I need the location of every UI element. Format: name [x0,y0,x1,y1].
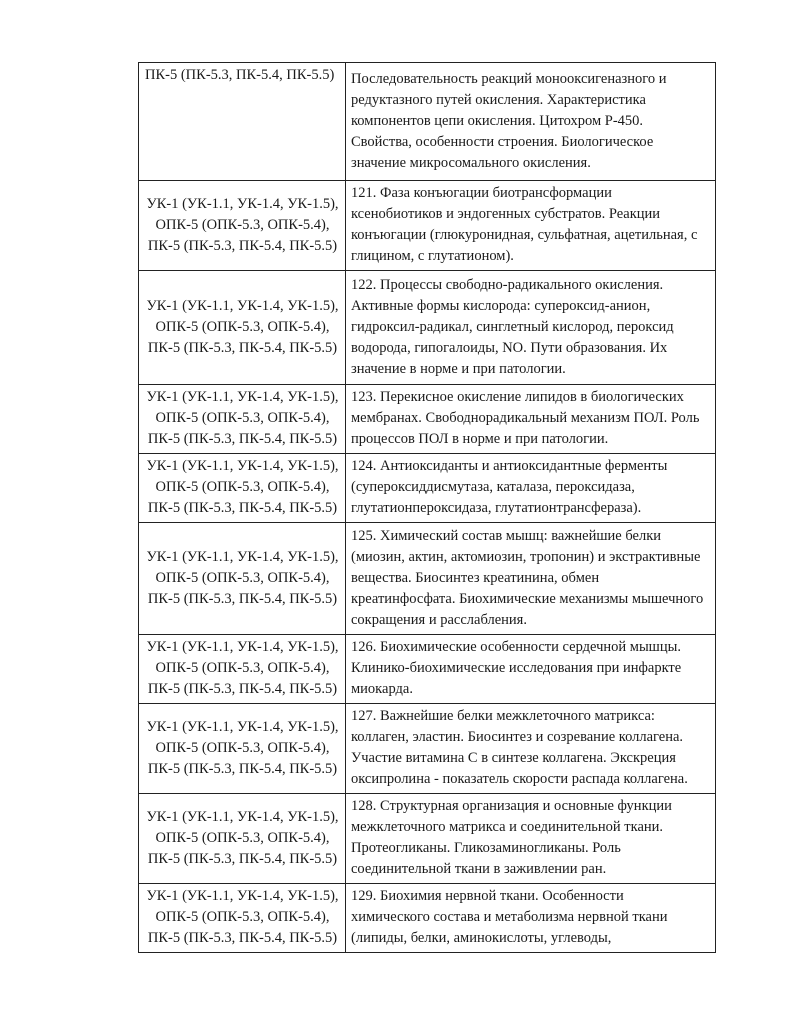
question-text-cell [346,523,716,635]
competency-code: ПК-5 (ПК-5.3, ПК-5.4, ПК-5.5) [147,237,338,254]
competency-code: УК-1 (УК-1.1, УК-1.4, УК-1.5), [146,639,339,655]
question-text: 122. Процессы свободно-радикального окисления. Активные формы кислорода: супероксид-анион, гидроксил-радикал, синглетный кислород, пероксид водорода, гипогалоиды, NO. Пути образования. Их значение в норме и при патологии. [351,276,674,377]
competency-code: ОПК-5 (ОПК-5.3, ОПК-5.4), [155,660,330,676]
competency-table [138,62,716,953]
competency-code: ОПК-5 (ОПК-5.3, ОПК-5.4), [155,569,330,586]
competency-code: ПК-5 (ПК-5.3, ПК-5.4, ПК-5.5) [147,590,338,607]
competency-codes-cell [139,454,346,523]
competency-code: ПК-5 (ПК-5.3, ПК-5.4, ПК-5.5) [147,930,338,946]
competency-code: УК-1 (УК-1.1, УК-1.4, УК-1.5), [146,389,339,405]
competency-codes-cell [139,704,346,794]
competency-codes-cell [139,794,346,884]
competency-code: ПК-5 (ПК-5.3, ПК-5.4, ПК-5.5) [147,431,338,447]
question-text-cell [346,884,716,953]
table-body [139,63,716,953]
competency-code: ОПК-5 (ОПК-5.3, ОПК-5.4), [155,410,330,426]
competency-code: ПК-5 (ПК-5.3, ПК-5.4, ПК-5.5) [145,67,335,83]
question-text: 124. Антиоксиданты и антиоксидантные ферменты (супероксиддисмутаза, каталаза, пероксидаза, глутатионпероксидаза, глутатионтрансфераза). [351,458,668,516]
table-row [139,181,716,271]
competency-code: УК-1 (УК-1.1, УК-1.4, УК-1.5), [146,458,339,474]
question-text: 121. Фаза конъюгации биотрансформации ксенобиотиков и эндогенных субстратов. Реакции конъюгации (глюкуронидная, сульфатная, ацетильная, с глицином, с глутатионом). [351,185,698,264]
competency-code: УК-1 (УК-1.1, УК-1.4, УК-1.5), [146,297,339,314]
question-text-cell [346,385,716,454]
table-row [139,884,716,953]
competency-codes-cell [139,635,346,704]
competency-codes-cell [139,271,346,385]
competency-codes-cell [139,884,346,953]
question-text: 123. Перекисное окисление липидов в биологических мембранах. Свободнорадикальный механизм ПОЛ. Роль процессов ПОЛ в норме и при патологии. [351,389,700,447]
competency-code: ПК-5 (ПК-5.3, ПК-5.4, ПК-5.5) [147,850,338,867]
competency-code: УК-1 (УК-1.1, УК-1.4, УК-1.5), [146,718,339,735]
question-text: 125. Химический состав мышц: важнейшие белки (миозин, актин, актомиозин, тропонин) и экстрактивные вещества. Биосинтез креатинина, обмен креатинфосфата. Биохимические механизмы мышечного сокращения и расслабления. [351,527,704,628]
table-row [139,523,716,635]
table-row [139,794,716,884]
question-text: 127. Важнейшие белки межклеточного матрикса: коллаген, эластин. Биосинтез и созревание коллагена. Участие витамина С в синтезе коллагена. Экскреция оксипролина - показатель скорости распада коллагена. [351,708,688,787]
competency-code: ПК-5 (ПК-5.3, ПК-5.4, ПК-5.5) [147,339,338,356]
competency-codes-cell [139,523,346,635]
competency-code: УК-1 (УК-1.1, УК-1.4, УК-1.5), [146,195,339,212]
question-text: 128. Структурная организация и основные функции межклеточного матрикса и соединительной ткани. Протеогликаны. Гликозаминогликаны. Роль соединительной ткани в заживлении ран. [351,798,672,877]
table-row [139,454,716,523]
competency-code: ОПК-5 (ОПК-5.3, ОПК-5.4), [155,479,330,495]
question-text-cell [346,63,716,181]
question-text-cell [346,181,716,271]
table-row [139,635,716,704]
table-row [139,271,716,385]
competency-code: УК-1 (УК-1.1, УК-1.4, УК-1.5), [146,888,339,904]
question-text-cell [346,454,716,523]
competency-code: УК-1 (УК-1.1, УК-1.4, УК-1.5), [146,548,339,565]
competency-code: УК-1 (УК-1.1, УК-1.4, УК-1.5), [146,808,339,825]
competency-code: ПК-5 (ПК-5.3, ПК-5.4, ПК-5.5) [147,500,338,516]
competency-code: ОПК-5 (ОПК-5.3, ОПК-5.4), [155,318,330,335]
competency-codes-cell [139,181,346,271]
question-text: 126. Биохимические особенности сердечной мышцы. Клинико-биохимические исследования при инфаркте миокарда. [351,639,682,697]
competency-codes-cell [139,63,346,181]
table-row [139,704,716,794]
competency-codes-cell [139,385,346,454]
competency-code: ОПК-5 (ОПК-5.3, ОПК-5.4), [155,216,330,233]
question-text: 129. Биохимия нервной ткани. Особенности химического состава и метаболизма нервной ткани (липиды, белки, аминокислоты, углеводы, [351,888,668,946]
competency-code: ОПК-5 (ОПК-5.3, ОПК-5.4), [155,909,330,925]
question-text-cell [346,704,716,794]
question-text-cell [346,635,716,704]
competency-code: ОПК-5 (ОПК-5.3, ОПК-5.4), [155,739,330,756]
question-text-cell [346,794,716,884]
competency-code: ОПК-5 (ОПК-5.3, ОПК-5.4), [155,829,330,846]
competency-code: ПК-5 (ПК-5.3, ПК-5.4, ПК-5.5) [147,681,338,697]
question-text: Последовательность реакций монооксигеназного и редуктазного путей окисления. Характеристика компонентов цепи окисления. Цитохром Р-450. Свойства, особенности строения. Биологическое значение микросомального окисления. [351,70,667,171]
table-row [139,63,716,181]
competency-code: ПК-5 (ПК-5.3, ПК-5.4, ПК-5.5) [147,760,338,777]
question-text-cell [346,271,716,385]
table-row [139,385,716,454]
